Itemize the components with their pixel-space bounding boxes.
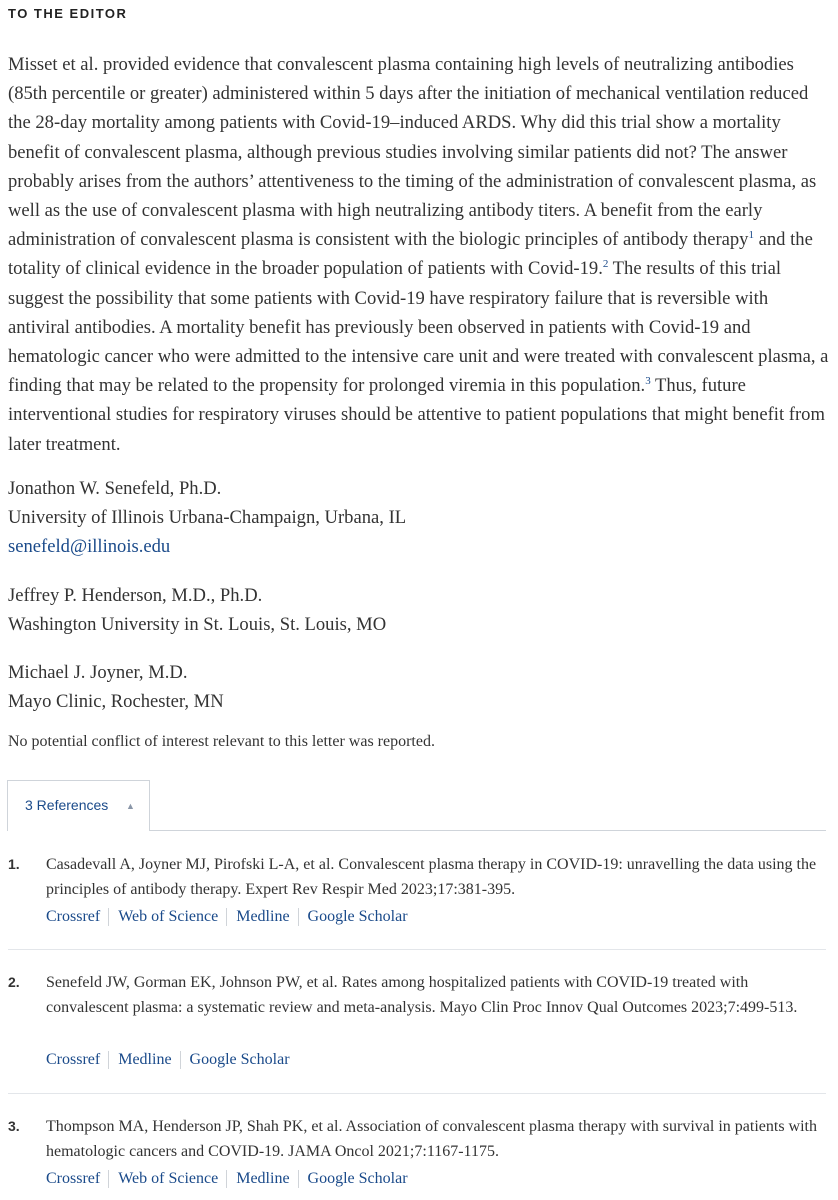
author-name: Jeffrey P. Henderson, M.D., Ph.D. (8, 585, 263, 606)
body-text-part-4: Thus, future interventional studies for respiratory viruses should be attentive to patient populations that might benefit from later treatment. (8, 375, 825, 455)
letter-paragraph (8, 50, 830, 459)
reference-links (46, 1051, 298, 1069)
author-block-2 (8, 581, 386, 639)
footnote-link-2[interactable]: 2 (602, 258, 609, 271)
section-label: TO THE EDITOR (8, 6, 128, 21)
body-text-part-1: Misset et al. provided evidence that convalescent plasma containing high levels of neutralizing antibodies (85th percentile or greater) administered within 5 days after the initiation of mechanical ventilation reduced the 28-day mortality among patients with Covid-19–induced ARDS. Why did this trial show a mortality benefit of convalescent plasma, although previous studies involving similar patients did not? The answer probably arises from the authors’ attentiveness to the timing of the administration of convalescent plasma, as well as the use of convalescent plasma with high neutralizing antibody titers. A benefit from the early administration of convalescent plasma is consistent with the biologic principles of antibody therapy (8, 54, 817, 251)
author-name: Michael J. Joyner, M.D. (8, 662, 188, 683)
author-email-link[interactable]: senefeld@illinois.edu (8, 536, 171, 557)
reference-citation: Thompson MA, Henderson JP, Shah PK, et al. Association of convalescent plasma therapy with survival in patients with hematologic cancers and COVID-19. JAMA Oncol 2021;7:1167-1175. (46, 1118, 817, 1160)
references-tab-label: 3 References (25, 797, 109, 813)
author-block-1 (8, 474, 406, 561)
author-affiliation: Washington University in St. Louis, St. Louis, MO (8, 614, 387, 635)
reference-links (46, 1170, 416, 1188)
body-text-part-2: and the totality of clinical evidence in the broader population of patients with Covid-19. (8, 229, 813, 280)
footnote-link-1[interactable]: 1 (748, 229, 754, 242)
medline-link[interactable]: Medline (226, 1170, 297, 1188)
google-scholar-link[interactable]: Google Scholar (298, 908, 416, 926)
author-affiliation: University of Illinois Urbana-Champaign, Urbana, IL (8, 507, 407, 528)
medline-link[interactable]: Medline (108, 1051, 179, 1069)
reference-links (46, 908, 416, 926)
web-of-science-link[interactable]: Web of Science (108, 908, 226, 926)
medline-link[interactable]: Medline (226, 908, 297, 926)
author-name: Jonathon W. Senefeld, Ph.D. (8, 478, 222, 499)
reference-citation: Casadevall A, Joyner MJ, Pirofski L-A, et al. Convalescent plasma therapy in COVID-19: unravelling the data using the principles of antibody therapy. Expert Rev Respir Med 2023;17:381-395. (46, 856, 817, 898)
google-scholar-link[interactable]: Google Scholar (180, 1051, 298, 1069)
reference-number: 2. (8, 974, 20, 990)
reference-divider (8, 949, 826, 950)
crossref-link[interactable]: Crossref (46, 908, 101, 925)
crossref-link[interactable]: Crossref (46, 1051, 101, 1068)
reference-divider (8, 1093, 826, 1094)
footnote-link-3[interactable]: 3 (645, 375, 651, 388)
reference-citation: Senefeld JW, Gorman EK, Johnson PW, et al. Rates among hospitalized patients with COVID-19 treated with convalescent plasma: a systematic review and meta-analysis. Mayo Clin Proc Innov Qual Outcomes 2023;7:499-513. (46, 974, 798, 1016)
tab-underline-divider (150, 830, 826, 831)
author-block-3 (8, 658, 224, 716)
web-of-science-link[interactable]: Web of Science (108, 1170, 226, 1188)
reference-number: 3. (8, 1118, 20, 1134)
conflict-of-interest-statement: No potential conflict of interest relevant to this letter was reported. (8, 733, 435, 750)
google-scholar-link[interactable]: Google Scholar (298, 1170, 416, 1188)
body-text-part-3: The results of this trial suggest the possibility that some patients with Covid-19 have respiratory failure that is reversible with antiviral antibodies. A mortality benefit has previously been observed in patients with Covid-19 and hematologic cancer who were admitted to the intensive care unit and were treated with convalescent plasma, a finding that may be related to the propensity for prolonged viremia in this population. (8, 258, 829, 397)
collapse-caret-icon: ▲ (126, 801, 135, 811)
crossref-link[interactable]: Crossref (46, 1170, 101, 1187)
references-tab[interactable] (7, 780, 150, 831)
reference-number: 1. (8, 856, 20, 872)
letter-body (8, 50, 830, 459)
author-affiliation: Mayo Clinic, Rochester, MN (8, 691, 224, 712)
